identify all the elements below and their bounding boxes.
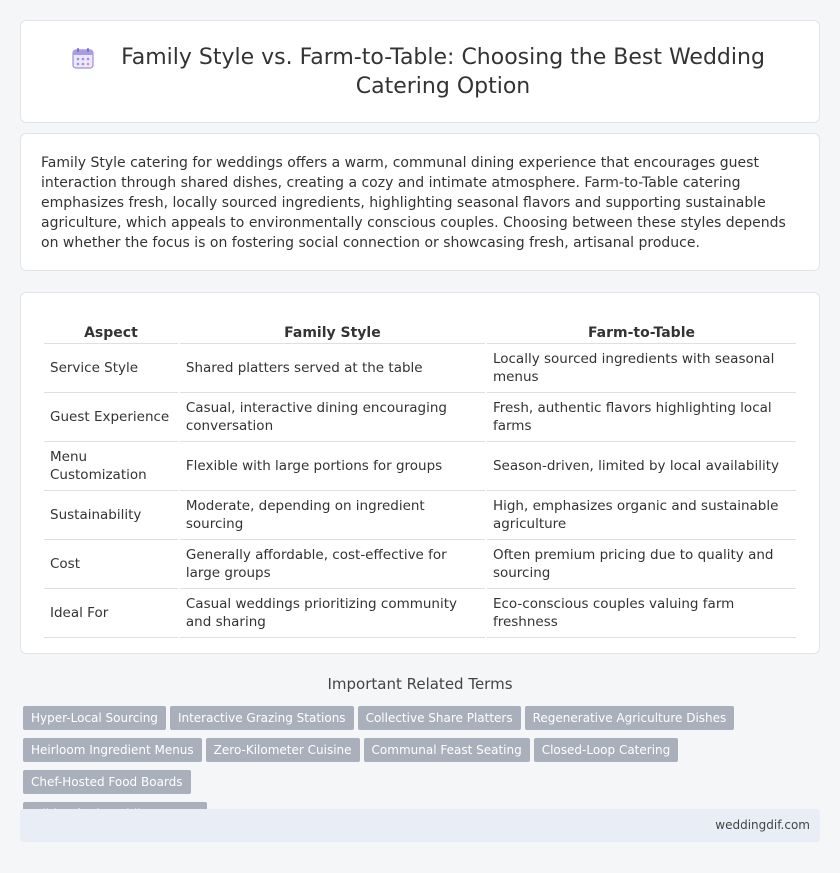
tag-hyper-local-sourcing[interactable]: Hyper-Local Sourcing bbox=[23, 706, 166, 730]
cell-family-style: Casual, interactive dining encouraging conversation bbox=[180, 393, 485, 442]
cell-farm-to-table: Eco-conscious couples valuing farm freshness bbox=[487, 589, 796, 638]
header-aspect: Aspect bbox=[44, 313, 178, 344]
cell-aspect: Ideal For bbox=[44, 589, 178, 638]
cell-family-style: Shared platters served at the table bbox=[180, 344, 485, 393]
comparison-table bbox=[42, 313, 798, 638]
cell-farm-to-table: Often premium pricing due to quality and sourcing bbox=[487, 540, 796, 589]
table-header-row bbox=[44, 313, 796, 344]
cell-farm-to-table: High, emphasizes organic and sustainable agriculture bbox=[487, 491, 796, 540]
cell-aspect: Service Style bbox=[44, 344, 178, 393]
related-terms-title: Important Related Terms bbox=[327, 675, 513, 693]
table-row bbox=[44, 589, 796, 638]
cell-aspect: Cost bbox=[44, 540, 178, 589]
comparison-card bbox=[20, 292, 820, 654]
tag-zero-kilometer-cuisine[interactable]: Zero-Kilometer Cuisine bbox=[206, 738, 360, 762]
header-farm-to-table: Farm-to-Table bbox=[487, 313, 796, 344]
cell-aspect: Menu Customization bbox=[44, 442, 178, 491]
calendar-icon bbox=[72, 47, 94, 69]
title-card bbox=[20, 20, 820, 123]
table-row bbox=[44, 393, 796, 442]
page-title: Family Style vs. Farm-to-Table: Choosing the Best Wedding Catering Option bbox=[121, 44, 765, 99]
tag-collective-share-platters[interactable]: Collective Share Platters bbox=[358, 706, 521, 730]
tag-closed-loop-catering[interactable]: Closed-Loop Catering bbox=[534, 738, 679, 762]
tag-chef-hosted-food-boards[interactable]: Chef-Hosted Food Boards bbox=[23, 770, 191, 794]
tag-communal-feast-seating[interactable]: Communal Feast Seating bbox=[364, 738, 530, 762]
cell-farm-to-table: Season-driven, limited by local availability bbox=[487, 442, 796, 491]
cell-family-style: Moderate, depending on ingredient sourcing bbox=[180, 491, 485, 540]
cell-farm-to-table: Fresh, authentic flavors highlighting local farms bbox=[487, 393, 796, 442]
cell-farm-to-table: Locally sourced ingredients with seasonal menus bbox=[487, 344, 796, 393]
cell-aspect: Guest Experience bbox=[44, 393, 178, 442]
footer bbox=[20, 809, 820, 842]
cell-aspect: Sustainability bbox=[44, 491, 178, 540]
tag-heirloom-ingredient-menus[interactable]: Heirloom Ingredient Menus bbox=[23, 738, 202, 762]
cell-family-style: Casual weddings prioritizing community and sharing bbox=[180, 589, 485, 638]
footer-site-link[interactable]: weddingdif.com bbox=[715, 818, 810, 832]
table-row bbox=[44, 442, 796, 491]
intro-text: Family Style catering for weddings offers a warm, communal dining experience that encourages guest interaction through shared dishes, creating a cozy and intimate atmosphere. Farm-to-Table catering emphasizes fresh, locally sourced ingredients, highlighting seasonal flavors and supporting sustainable agriculture, which appeals to environmentally conscious couples. Choosing between these styles depends on whether the focus is on fostering social connection or showcasing fresh, artisanal produce. bbox=[41, 155, 786, 251]
tag-regenerative-agriculture-dishes[interactable]: Regenerative Agriculture Dishes bbox=[525, 706, 735, 730]
cell-family-style: Generally affordable, cost-effective for large groups bbox=[180, 540, 485, 589]
cell-family-style: Flexible with large portions for groups bbox=[180, 442, 485, 491]
header-family-style: Family Style bbox=[180, 313, 485, 344]
table-row bbox=[44, 491, 796, 540]
title-wrap bbox=[40, 43, 800, 101]
tag-interactive-grazing-stations[interactable]: Interactive Grazing Stations bbox=[170, 706, 354, 730]
table-row bbox=[44, 540, 796, 589]
table-row bbox=[44, 344, 796, 393]
intro-card bbox=[20, 133, 820, 271]
